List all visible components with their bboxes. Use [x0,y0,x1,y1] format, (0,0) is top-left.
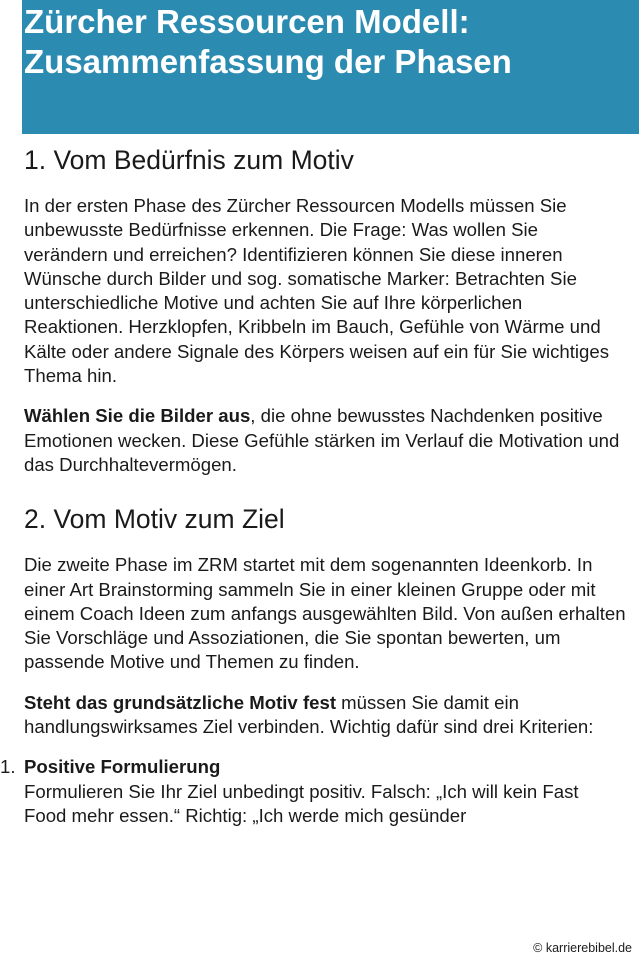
criteria-item-number: 1. [0,756,16,778]
page-title-line1: Zürcher Ressourcen Modell: [24,3,470,40]
criteria-list [0,755,626,828]
section2-paragraph2-rest: müssen Sie damit ein handlungswirksames Ziel verbinden. Wichtig dafür sind drei Kriterien: [24,691,594,738]
page-title [22,0,639,82]
title-banner [22,0,639,134]
section2-paragraph1: Die zweite Phase im ZRM startet mit dem sogenannten Ideenkorb. In einer Art Brainstorming sammeln Sie in einer kleinen Gruppe oder mit einem Coach Ideen zum anfangs ausgewählten Bild. Von außen erhalten Sie Vorschläge und Assoziationen, die Sie spontan bewerten, um passende Motive und Themen zu finden. [24,554,626,673]
section2-heading: 2. Vom Motiv zum Ziel [24,504,285,535]
section2-paragraph2-bold: Steht das grundsätzliche Motiv fest [24,691,337,713]
section2-paragraph2 [24,691,626,740]
document-body [0,144,626,828]
section1-paragraph2-bold: Wählen Sie die Bilder aus [24,405,251,427]
criteria-item [0,755,626,828]
section-motive-to-goal [0,503,626,828]
section1-paragraph2 [24,404,626,477]
section1-paragraph1: In der ersten Phase des Zürcher Ressourcen Modells müssen Sie unbewusste Bedürfnisse erkennen. Die Frage: Was wollen Sie verändern und erreichen? Identifizieren können Sie diese inneren Wünsche durch Bilder und sog. somatische Marker: Betrachten Sie unterschiedliche Motive und achten Sie auf Ihre körperlichen Reaktionen. Herzklopfen, Kribbeln im Bauch, Gefühle von Wärme und Kälte oder andere Signale des Körpers weisen auf ein für Sie wichtiges Thema hin. [24,195,610,387]
criteria-item-text: Formulieren Sie Ihr Ziel unbedingt positiv. Falsch: „Ich will kein Fast Food mehr essen.“ Richtig: „Ich werde mich gesünder [24,780,579,826]
copyright-footer: © karrierebibel.de [533,941,632,955]
section1-heading: 1. Vom Bedürfnis zum Motiv [24,145,354,175]
page-title-line2: Zusammenfassung der Phasen [24,43,512,80]
criteria-item-title: Positive Formulierung [24,756,221,778]
section1-paragraph2-rest: , die ohne bewusstes Nachdenken positive Emotionen wecken. Diese Gefühle stärken im Verlauf die Motivation und das Durchhaltevermögen. [24,405,620,475]
section-need-to-motive [24,144,626,477]
